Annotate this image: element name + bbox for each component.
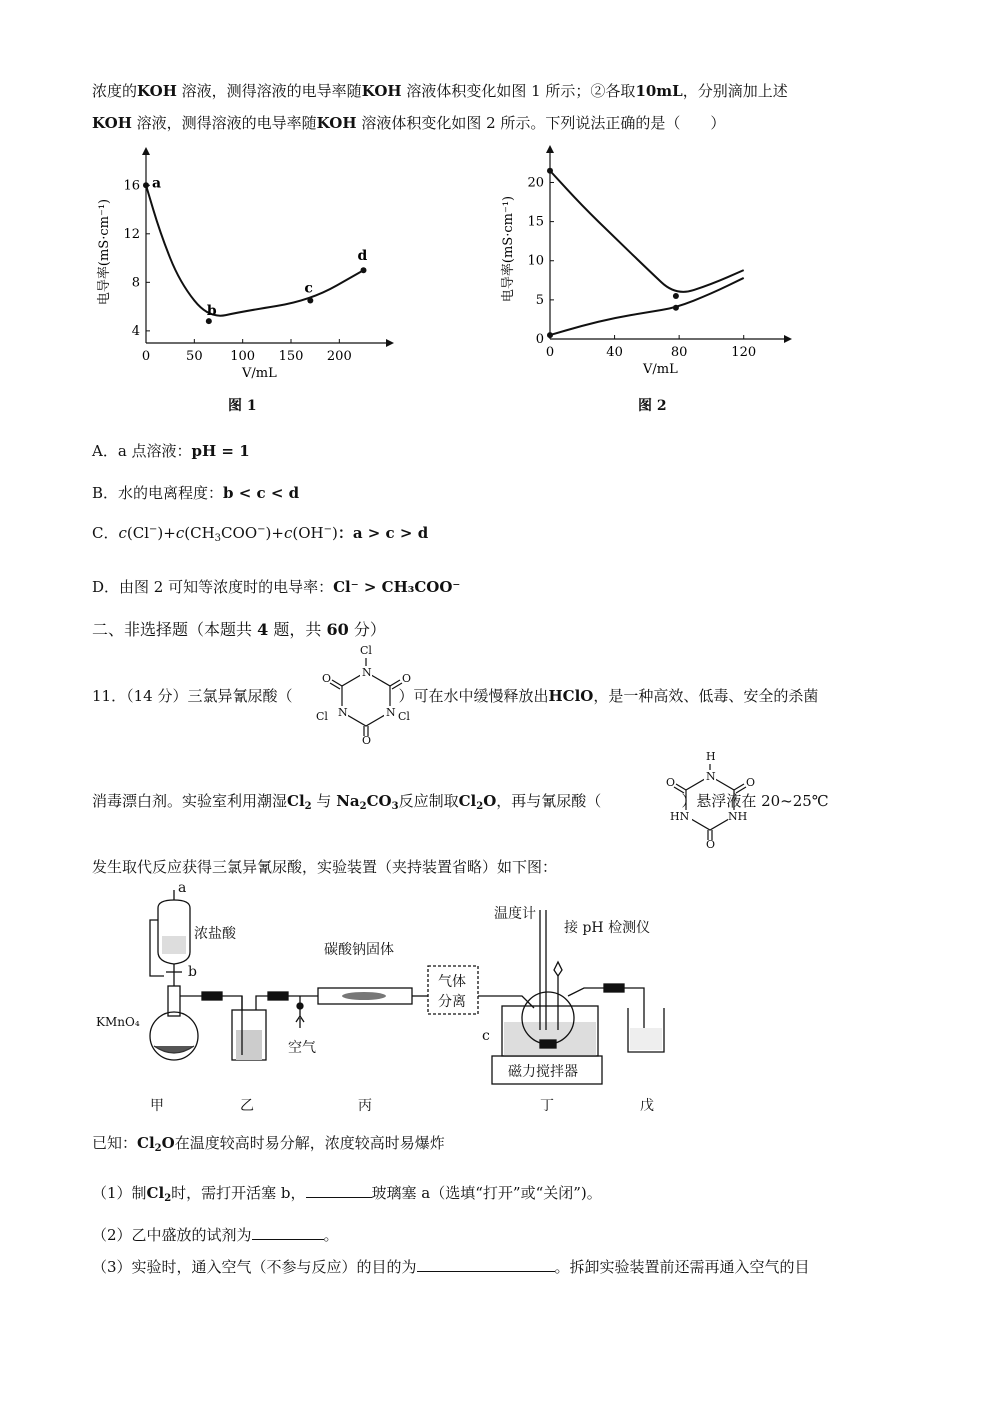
text: 玻璃塞 a（选填“打开”或“关闭”)。 xyxy=(371,1184,602,1202)
data-point xyxy=(673,305,679,311)
question-2 xyxy=(92,1224,339,1245)
option-d-math: Cl⁻ > CH₃COO⁻ xyxy=(333,578,461,596)
cl-right: Cl xyxy=(398,710,410,723)
x-tick-label: 40 xyxy=(606,345,623,360)
y-tick-label: 16 xyxy=(123,178,140,194)
text: 溶液，测得溶液的电导率随 xyxy=(136,114,317,132)
data-point xyxy=(547,168,553,174)
x-tick-label: 80 xyxy=(670,345,688,360)
point-label-d: d xyxy=(357,248,368,265)
label-c: c xyxy=(482,1028,490,1044)
option-a-label: A．a 点溶液： xyxy=(92,442,192,460)
y-tick-label: 8 xyxy=(131,275,140,291)
y-axis-label: 电导率(mS·cm⁻¹) xyxy=(501,195,516,303)
text: 与 xyxy=(316,792,332,810)
text: 60 xyxy=(326,620,349,639)
q11-line-3: 发生取代反应获得三氯异氰尿酸，实验装置（夹持装置省略）如下图： xyxy=(92,858,558,876)
text: 溶液体积变化如图 2 所示。下列说法正确的是（ ） xyxy=(361,114,726,132)
answer-blank[interactable] xyxy=(306,1183,372,1198)
x-axis-arrow xyxy=(386,339,394,347)
text: KOH xyxy=(316,114,357,132)
text: （2）乙中盛放的试剂为 xyxy=(92,1226,252,1244)
section-2-heading xyxy=(92,617,386,640)
text: 。拆卸实验装置前还需再通入空气的目 xyxy=(554,1258,810,1276)
label-gas-sep-1: 气体 xyxy=(438,974,466,990)
option-a xyxy=(92,440,250,461)
y-tick-label: 12 xyxy=(123,226,140,242)
x-tick-label: 50 xyxy=(186,349,203,364)
option-c: C．$c(Cl^-)+c(CH_3COO^-)+c(OH^-)$：a > c > d xyxy=(92,524,429,544)
data-point xyxy=(143,182,149,188)
x-axis-label: V/mL xyxy=(242,366,277,381)
y-axis-arrow xyxy=(546,145,554,153)
label-gas-sep-2: 分离 xyxy=(438,994,466,1010)
y-tick-label: 15 xyxy=(527,214,544,230)
text: 浓度的 xyxy=(92,82,138,100)
option-b-math: b < c < d xyxy=(223,484,300,502)
label-yi: 乙 xyxy=(240,1098,254,1114)
text: 10mL xyxy=(635,82,683,100)
text: ，再与氰尿酸（ xyxy=(496,792,602,810)
x-tick-label: 100 xyxy=(230,349,256,364)
series-line xyxy=(550,171,744,292)
point-label-a: a xyxy=(152,175,162,192)
q11-line-1 xyxy=(92,685,818,706)
conductivity-charts xyxy=(92,145,792,420)
question-3 xyxy=(92,1256,810,1277)
text: 二、非选择题（本题共 xyxy=(92,620,253,639)
x-tick-label: 0 xyxy=(545,345,555,360)
series-line xyxy=(550,278,744,335)
y-tick-label: 10 xyxy=(527,253,544,269)
n-atom: N xyxy=(338,706,348,719)
h-top: H xyxy=(706,750,716,763)
label-conc-hcl: 浓盐酸 xyxy=(194,926,236,942)
option-c-label: C． xyxy=(92,524,119,542)
label-b: b xyxy=(188,964,197,980)
label-ph-meter: 接 pH 检测仪 xyxy=(564,920,651,936)
label-a: a xyxy=(178,880,187,896)
o-atom: O xyxy=(746,776,756,789)
label-kmno4: KMnO₄ xyxy=(96,1015,140,1029)
y-tick-label: 0 xyxy=(535,332,544,347)
option-b xyxy=(92,482,299,503)
answer-blank[interactable] xyxy=(417,1257,555,1272)
text: ，是一种高效、低毒、安全的杀菌 xyxy=(593,687,819,705)
label-na2co3: 碳酸钠固体 xyxy=(324,942,394,958)
cl-top: Cl xyxy=(360,644,372,657)
point-label-b: b xyxy=(206,303,217,320)
o-atom: O xyxy=(362,734,372,744)
intro-line-1 xyxy=(92,80,788,101)
y-tick-label: 5 xyxy=(535,292,544,308)
text: 溶液，测得溶液的电导率随 xyxy=(181,82,362,100)
x-tick-label: 200 xyxy=(326,349,352,364)
text: 在温度较高时易分解，浓度较高时易爆炸 xyxy=(174,1134,445,1152)
option-d xyxy=(92,576,460,597)
x-tick-label: 150 xyxy=(278,349,304,364)
text: HClO xyxy=(548,687,594,705)
text: KOH xyxy=(137,82,177,100)
text: KOH xyxy=(92,114,132,132)
data-point xyxy=(307,298,313,304)
o-atom: O xyxy=(706,838,716,850)
data-point xyxy=(361,267,367,273)
q11-line-2: 消毒漂白剂。实验室利用潮湿$Cl_2$ 与 $Na_2CO_3$反应制取$Cl_2O$，再与氰尿酸（ ）悬浮液在 20~25℃ xyxy=(92,792,829,812)
text: （1）制 xyxy=(92,1184,147,1202)
known-note: 已知：$Cl_2O$在温度较高时易分解，浓度较高时易爆炸 xyxy=(92,1134,445,1154)
x-axis-label: V/mL xyxy=(643,362,678,377)
label-thermometer: 温度计 xyxy=(494,906,536,922)
text: 分） xyxy=(353,620,386,639)
o-atom: O xyxy=(322,672,332,685)
text: 反应制取 xyxy=(398,792,459,810)
text: 。 xyxy=(323,1226,339,1244)
figure-2-caption: 图 2 xyxy=(638,398,667,414)
x-tick-label: 0 xyxy=(141,349,151,364)
n-atom: N xyxy=(706,770,716,783)
x-axis-arrow xyxy=(784,335,792,343)
text: ）悬浮液在 20~25℃ xyxy=(681,792,829,810)
option-a-math: pH = 1 xyxy=(191,442,250,460)
y-axis-arrow xyxy=(142,147,150,155)
figure-1-caption: 图 1 xyxy=(228,398,257,414)
text: 已知： xyxy=(92,1134,138,1152)
label-air: 空气 xyxy=(288,1040,316,1056)
y-tick-label: 4 xyxy=(131,323,140,339)
series-line xyxy=(146,185,364,315)
n-atom: N xyxy=(386,706,396,719)
question-1: （1）制$Cl_2$时，需打开活塞 b， 玻璃塞 a（选填“打开”或“关闭”)。 xyxy=(92,1184,602,1204)
text: 题，共 xyxy=(273,620,322,639)
o-atom: O xyxy=(402,672,412,685)
option-b-label: B．水的电离程度： xyxy=(92,484,224,502)
trichloroisocyanuric-acid-structure xyxy=(312,642,420,744)
cyanuric-acid-structure xyxy=(660,750,760,850)
text: ，分别滴加上述 xyxy=(682,82,788,100)
text: （3）实验时，通入空气（不参与反应）的目的为 xyxy=(92,1258,417,1276)
text: 溶液体积变化如图 1 所示；②各取 xyxy=(406,82,636,100)
text: 4 xyxy=(257,620,269,639)
text: 时，需打开活塞 b， xyxy=(171,1184,306,1202)
data-point xyxy=(547,332,553,338)
label-bing: 丙 xyxy=(358,1098,372,1114)
y-tick-label: 20 xyxy=(527,175,544,191)
point-label-c: c xyxy=(304,280,313,297)
label-wu: 戊 xyxy=(640,1098,654,1114)
label-stirrer: 磁力搅拌器 xyxy=(508,1064,578,1080)
text: 消毒漂白剂。实验室利用潮湿 xyxy=(92,792,288,810)
label-ding: 丁 xyxy=(540,1098,554,1114)
o-atom: O xyxy=(666,776,676,789)
text: 11．（14 分）三氯异氰尿酸（ xyxy=(92,687,293,705)
x-tick-label: 120 xyxy=(731,345,757,360)
option-c-math: ：a > c > d xyxy=(337,524,429,542)
cl-left: Cl xyxy=(316,710,328,723)
option-d-label: D．由图 2 可知等浓度时的电导率： xyxy=(92,578,334,596)
text: KOH xyxy=(361,82,402,100)
nh-right: NH xyxy=(728,810,748,823)
answer-blank[interactable] xyxy=(252,1225,324,1240)
data-point xyxy=(673,293,679,299)
y-axis-label: 电导率(mS·cm⁻¹) xyxy=(97,198,112,306)
label-jia: 甲 xyxy=(150,1098,164,1114)
n-atom: N xyxy=(362,666,372,679)
hn-left: HN xyxy=(670,810,690,823)
apparatus-diagram xyxy=(92,880,682,1120)
intro-line-2 xyxy=(92,112,725,133)
text: ）可在水中缓慢释放出 xyxy=(398,687,549,705)
